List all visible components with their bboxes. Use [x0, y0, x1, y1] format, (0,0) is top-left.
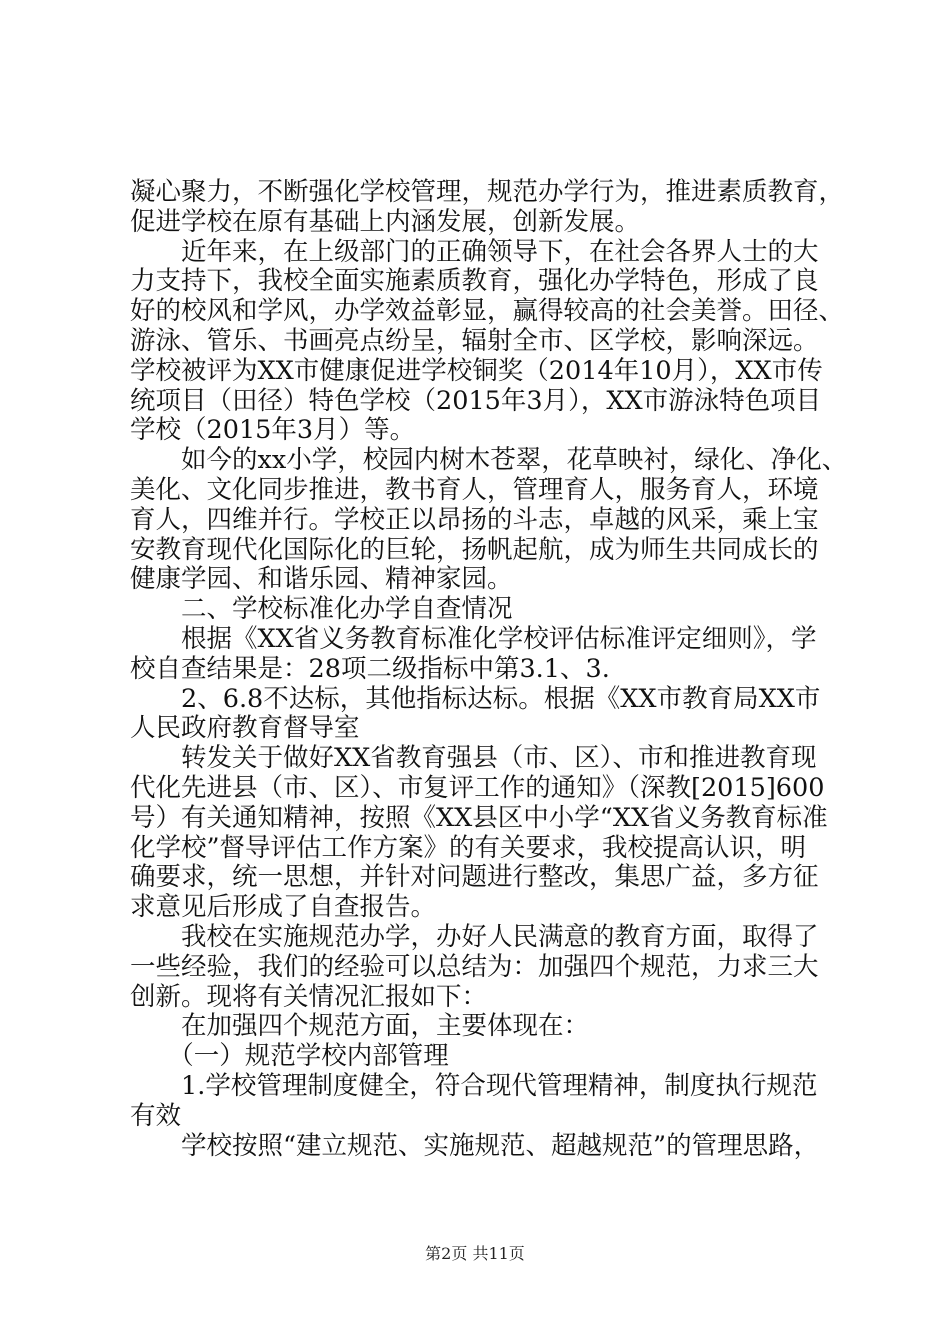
document-body [130, 177, 848, 1161]
text-line: 凝心聚力，不断强化学校管理，规范办学行为，推进素质教育， [130, 177, 845, 207]
text-line: 促进学校在原有基础上内涵发展，创新发展。 [130, 206, 641, 237]
text-line: 如今的xx小学，校园内树木苍翠，花草映衬，绿化、净化、 [130, 445, 848, 476]
text-line: 转发关于做好XX省教育强县（市、区）、市和推进教育现 [130, 743, 817, 774]
text-line: 求意见后形成了自查报告。 [130, 892, 437, 923]
text-line: （一）规范学校内部管理 [130, 1041, 449, 1072]
text-line: 健康学园、和谐乐园、精神家园。 [130, 564, 513, 595]
text-line: 化学校”督导评估工作方案》的有关要求，我校提高认识，明 [130, 832, 807, 863]
text-line: 我校在实施规范办学，办好人民满意的教育方面，取得了 [130, 921, 819, 952]
text-line: 统项目（田径）特色学校（2015年3月），XX市游泳特色项目 [130, 385, 822, 416]
text-line: 力支持下，我校全面实施素质教育，强化办学特色，形成了良 [130, 266, 819, 297]
text-line: 在加强四个规范方面，主要体现在： [130, 1011, 590, 1042]
text-line: 创新。现将有关情况汇报如下： [130, 981, 488, 1012]
text-line: 游泳、管乐、书画亮点纷呈，辐射全市、区学校，影响深远。 [130, 325, 819, 356]
text-line: 安教育现代化国际化的巨轮，扬帆起航，成为师生共同成长的 [130, 534, 819, 565]
text-line: 根据《XX省义务教育标准化学校评估标准评定细则》，学 [130, 623, 817, 654]
text-line: 号）有关通知精神，按照《XX县区中小学“XX省义务教育标准 [130, 802, 828, 833]
text-line: 育人，四维并行。学校正以昂扬的斗志，卓越的风采，乘上宝 [130, 504, 819, 535]
text-line: 学校被评为XX市健康促进学校铜奖（2014年10月），XX市传 [130, 355, 823, 386]
text-line: 2、6.8不达标，其他指标达标。根据《XX市教育局XX市 [130, 683, 821, 714]
text-line: 二、学校标准化办学自查情况 [130, 594, 513, 625]
text-line: 有效 [130, 1100, 182, 1131]
text-line: 人民政府教育督导室 [130, 713, 360, 744]
text-line: 1.学校管理制度健全，符合现代管理精神，制度执行规范 [130, 1070, 818, 1101]
page-footer: 第2页 共11页 [425, 1244, 525, 1263]
text-line: 学校（2015年3月）等。 [130, 415, 416, 446]
text-line: 近年来，在上级部门的正确领导下，在社会各界人士的大 [130, 236, 819, 267]
text-line: 一些经验，我们的经验可以总结为：加强四个规范，力求三大 [130, 951, 819, 982]
text-line: 确要求，统一思想，并针对问题进行整改，集思广益，多方征 [130, 862, 819, 893]
text-line: 美化、文化同步推进，教书育人，管理育人，服务育人，环境 [130, 474, 819, 505]
text-line: 好的校风和学风，办学效益彰显，赢得较高的社会美誉。田径、 [130, 296, 845, 327]
text-line: 校自查结果是：28项二级指标中第3.1、3. [130, 653, 610, 684]
text-line: 学校按照“建立规范、实施规范、超越规范”的管理思路， [130, 1130, 820, 1161]
text-line: 代化先进县（市、区）、市复评工作的通知》（深教[2015]600 [130, 772, 825, 803]
